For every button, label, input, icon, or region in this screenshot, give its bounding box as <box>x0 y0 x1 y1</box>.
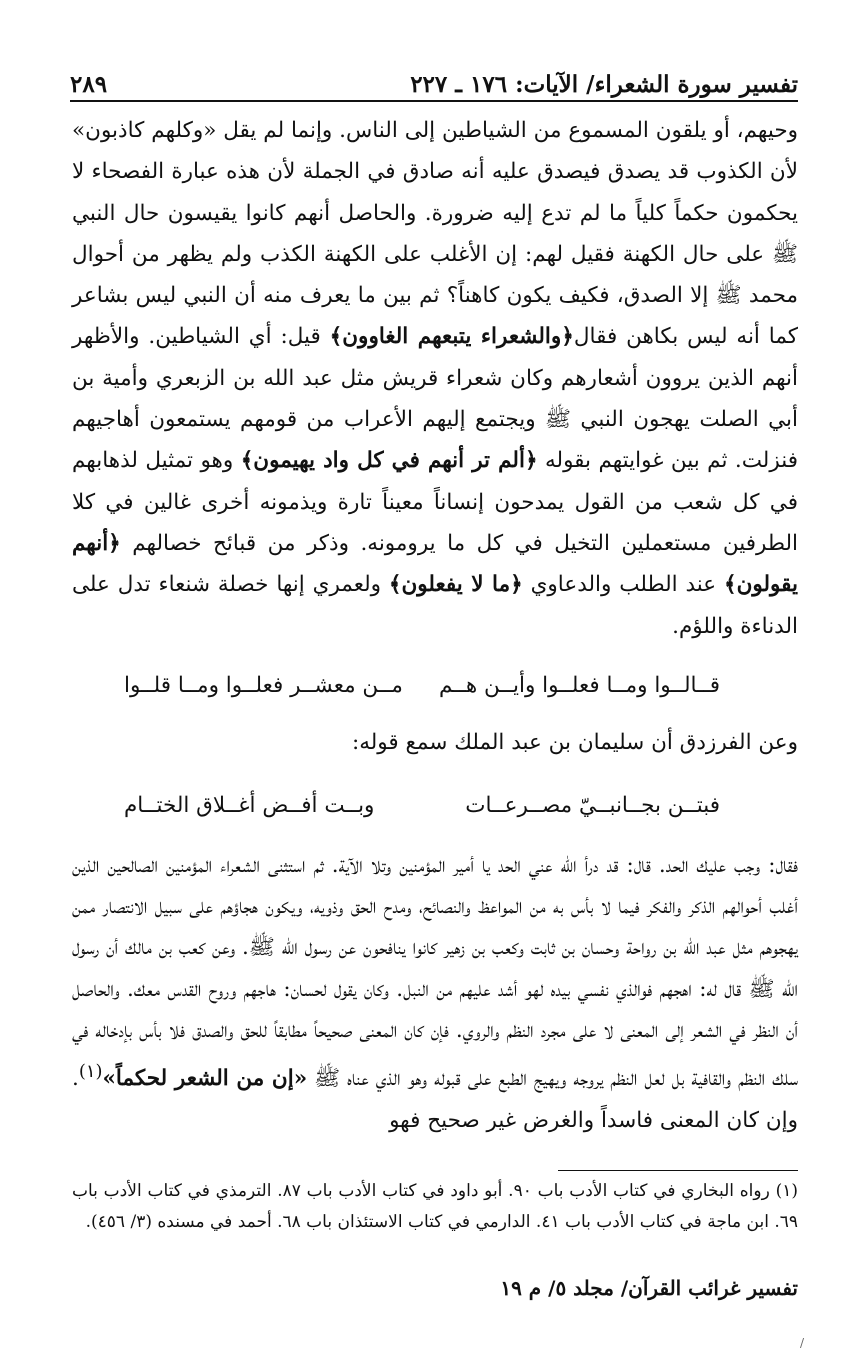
poem-verse-1 <box>72 665 798 706</box>
footnote-ref: (١) <box>78 1061 103 1083</box>
running-header <box>70 58 798 98</box>
verse-intro: وعن الفرزدق أن سليمان بن عبد الملك سمع قوله: <box>351 730 798 756</box>
paragraph-text: فقال: وجب عليك الحد. قال: قد درأ الله عني الحد يا أمير المؤمنين وتلا الآية. ثم استثنى الشعراء المؤمنين الصالحين الذين أغلب أحوالهم الذكر والفكر فيما لا بأس به من المواعظ والنصائح، ومدح الحق وذويه، ويكون هجاؤهم على سبيل الانتصار ممن يهجوهم مثل عبد الله بن رواحة وحسان بن ثابت وكعب بن زهير كانوا ينافحون عن رسول الله ﷺ. وعن كعب بن مالك أن رسول الله ﷺ قال له: اهجهم فوالذي نفسي بيده لهو أشد عليهم من النبل. وكان يقول لحسان: هاجهم وروح القدس معك. والحاصل أن النظر في الشعر إلى المعنى لا على مجرد النظم والروي. فإن كان المعنى صحيحاً مطابقاً للحق والصدق فلا بأس بإدخاله في سلك النظم والقافية بل لعل النظم يروجه ويهيج الطبع على قبوله وهو الذي عناه ﷺ <box>72 852 798 1092</box>
paragraph-text: . وإن كان المعنى فاسداً والغرض غير صحيح فهو <box>72 1066 798 1133</box>
paragraph-text: قيل: أي الشياطين. والأظهر أنهم الذين يروون أشعارهم وكان شعراء قريش مثل عبد الله بن الزبعري وأمية بن أبي الصلت يهجون النبي ﷺ ويجتمع إليهم الأعراب من قومهم يستمعون أهاجيهم فنزلت. ثم بين غوايتهم بقوله <box>72 324 798 474</box>
quran-quote: ﴿والشعراء يتبعهم الغاوون﴾ <box>329 324 574 350</box>
paragraph-text: عند الطلب والدعاوي <box>522 572 724 598</box>
paragraph-1 <box>72 110 798 647</box>
running-title: تفسير سورة الشعراء/ الآيات: ١٧٦ ـ ٢٢٧ <box>410 71 798 98</box>
footnote-1: (١) رواه البخاري في كتاب الأدب باب ٩٠. أبو داود في كتاب الأدب باب ٨٧. الترمذي في كتاب الأدب باب ٦٩. ابن ماجة في كتاب الأدب باب ٤١. الدارمي في كتاب الاستئذان باب ٦٨. أحمد في مسنده (٣/ ٤٥٦). <box>72 1181 798 1232</box>
main-text <box>72 110 798 1141</box>
stray-mark: / <box>800 1336 805 1350</box>
paragraph-text: ولعمري إنها خصلة شنعاء تدل على الدناءة واللؤم. <box>72 572 798 639</box>
page-number: ٢٨٩ <box>70 71 108 98</box>
header-rule <box>70 100 798 102</box>
footnotes <box>72 1176 798 1238</box>
verse-hemistich-right: قــالــوا ومــا فعلــوا وأيــن هــم <box>438 672 720 698</box>
paragraph-2 <box>72 845 798 1141</box>
hadith-quote: «إن من الشعر لحكماً» <box>102 1066 308 1092</box>
paragraph-text: وحيهم، أو يلقون المسموع من الشياطين إلى الناس. وإنما لم يقل «وكلهم كاذبون» لأن الكذوب قد يصدق فيصدق عليه أنه صادق في الجملة لأن هذه عبارة الفصحاء لا يحكمون حكماً كلياً ما لم تدع إليه ضرورة. والحاصل أنهم كانوا يقيسون حال النبي ﷺ على حال الكهنة فقيل لهم: إن الأغلب على الكهنة الكذب ولم يظهر من أحوال محمد ﷺ إلا الصدق، فكيف يكون كاهناً؟ ثم بين ما يعرف منه أن النبي ليس بشاعر كما أنه ليس بكاهن فقال <box>72 118 798 350</box>
verse-hemistich-right: فبتــن بجــانبــيّ مصــرعــات <box>465 793 720 819</box>
paragraph-text: وهو تمثيل لذهابهم في كل شعب من القول يمدحون إنساناً معيناً تارة ويذمونه أخرى غالين في كلا الطرفين مستعملين التخيل في كل ما يرومونه. وذكر من قبائح خصالهم <box>72 448 798 556</box>
verse-hemistich-left: مــن معشــر فعلــوا ومــا قلــوا <box>124 672 403 698</box>
poem-verse-2 <box>72 785 798 826</box>
verse-hemistich-left: وبــت أفــض أغــلاق الختــام <box>124 793 375 819</box>
quran-quote: ﴿أنهم يقولون﴾ <box>72 530 798 598</box>
quran-quote: ﴿ألم تر أنهم في كل واد يهيمون﴾ <box>240 448 538 474</box>
quran-quote: ﴿ما لا يفعلون﴾ <box>388 572 523 598</box>
signature-line: تفسير غرائب القرآن/ مجلد ٥/ م ١٩ <box>500 1276 798 1300</box>
footnote-rule <box>558 1170 798 1171</box>
